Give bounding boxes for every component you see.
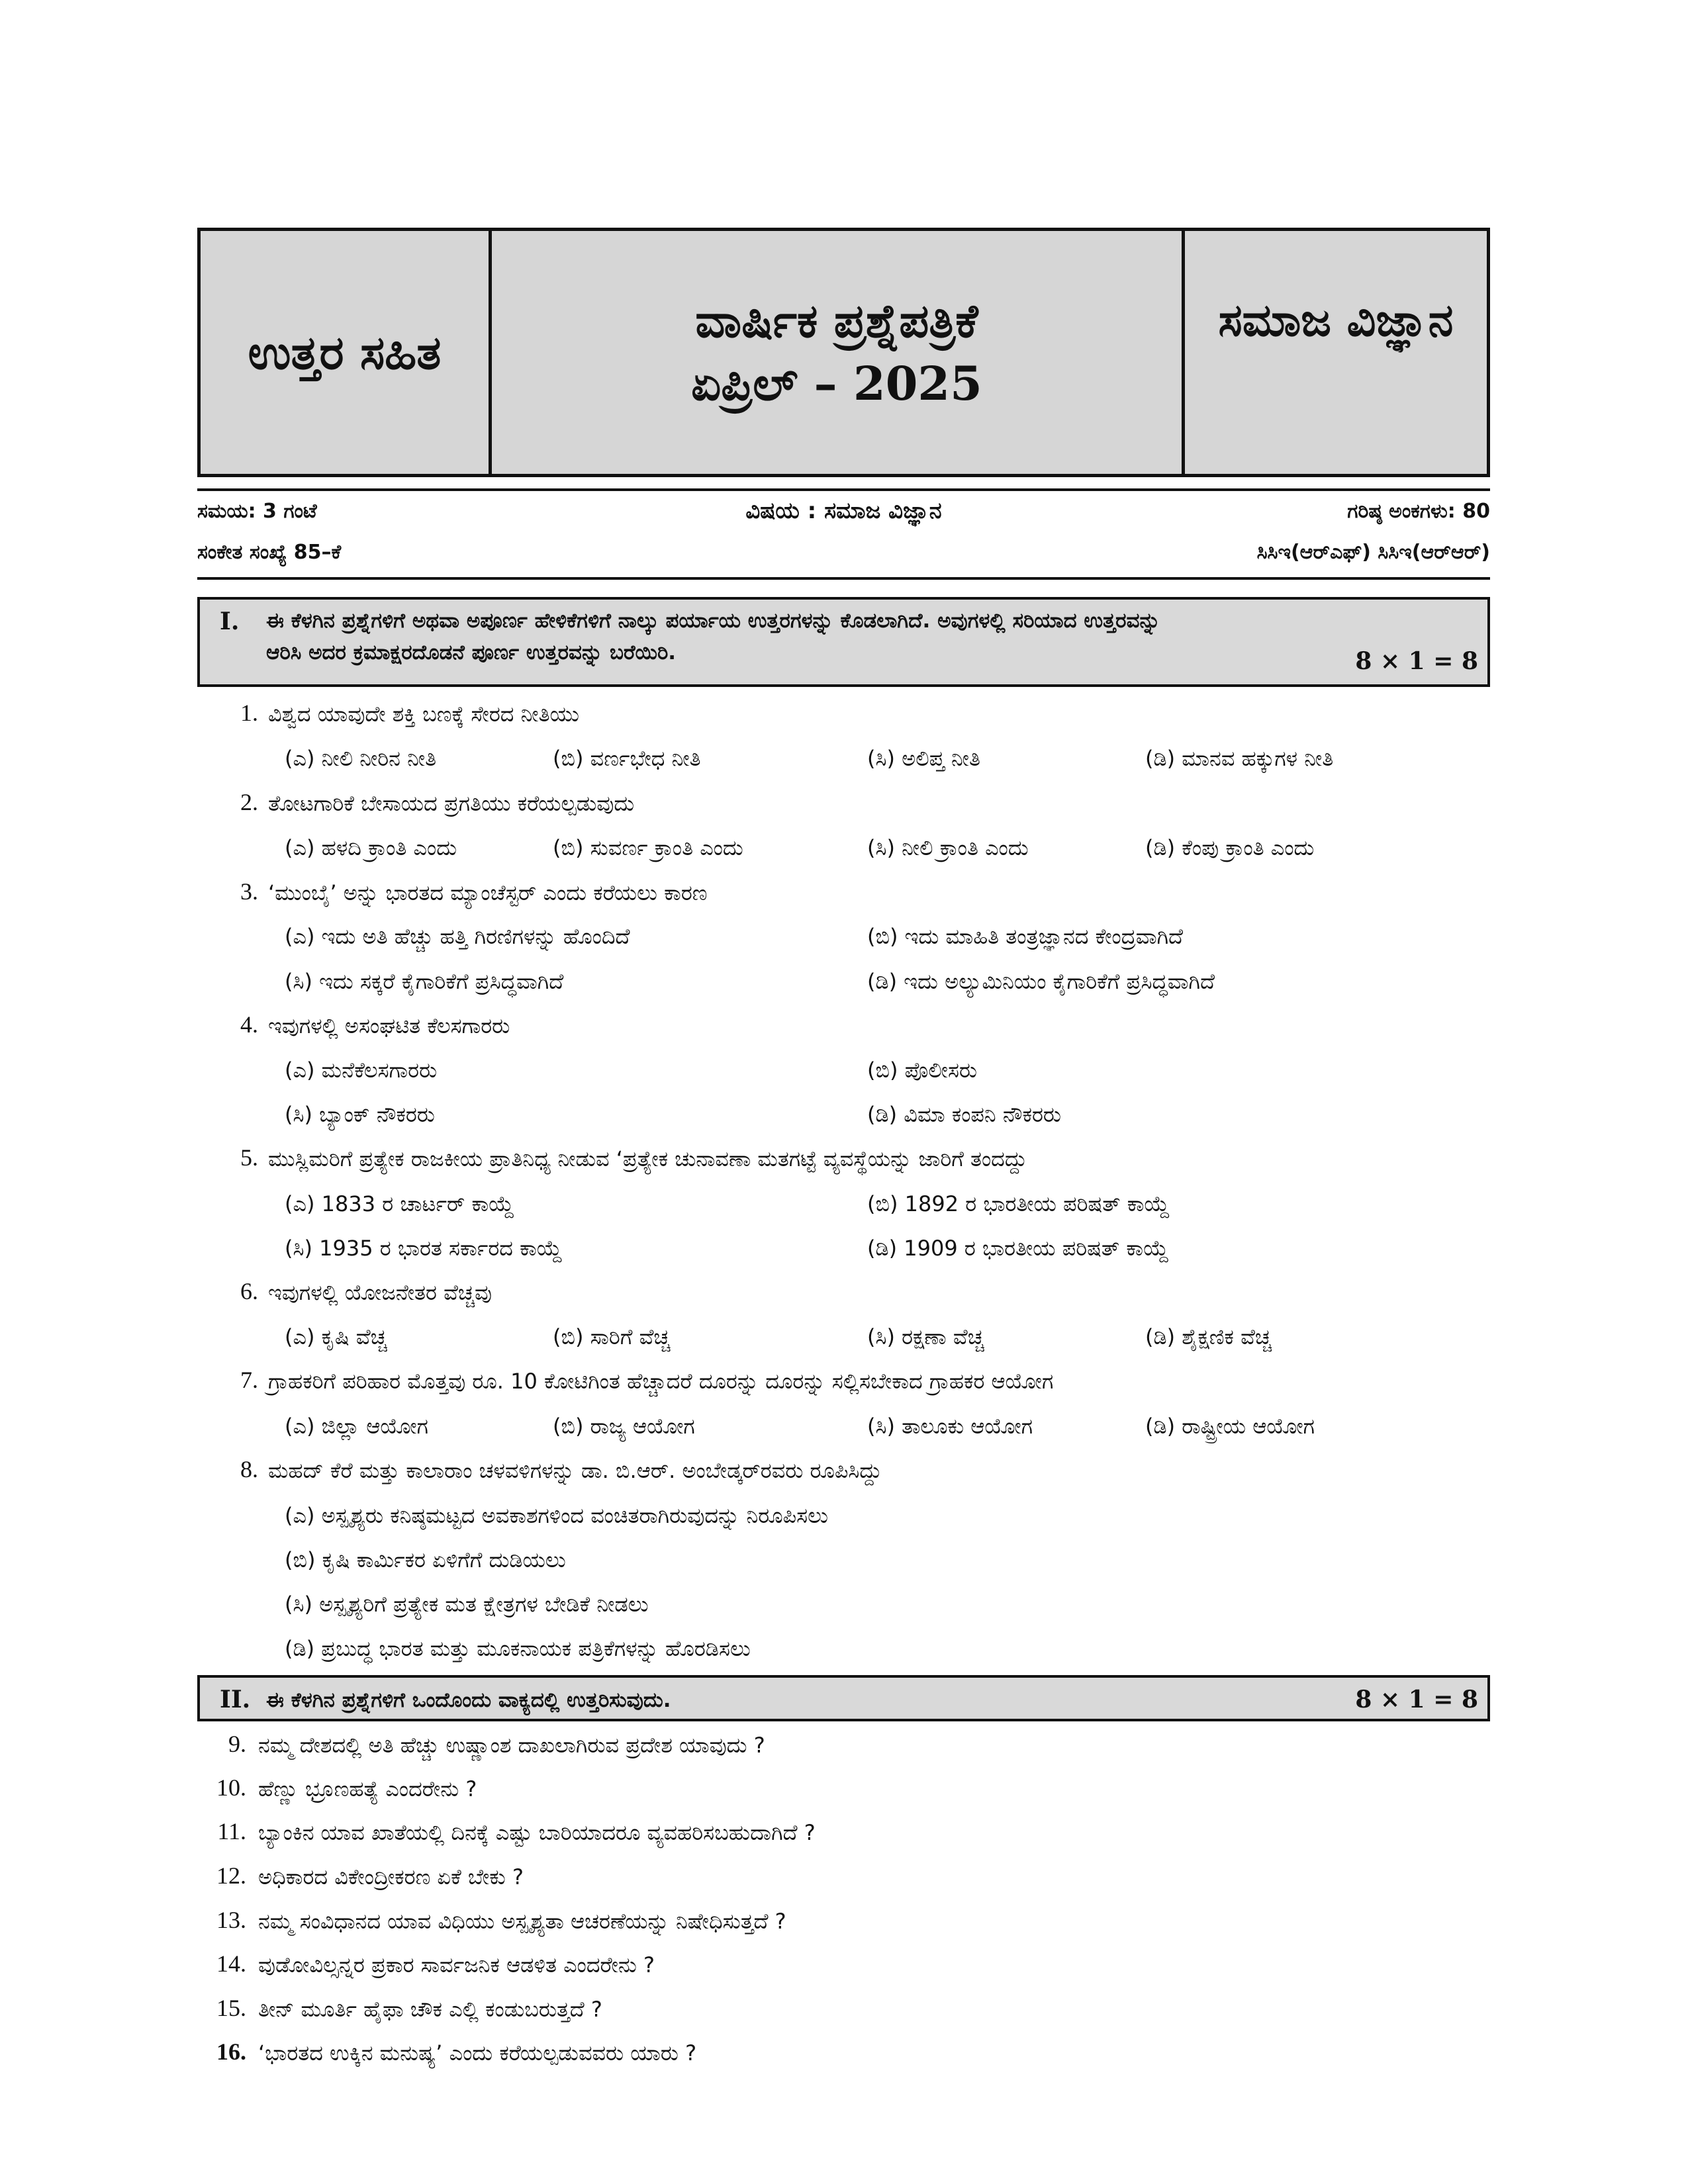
answer-option: (ಬಿ) ಪೊಲೀಸರು [867, 1058, 978, 1083]
header-divider [197, 488, 1490, 491]
question-number: 4. [240, 1011, 258, 1038]
title-box [197, 228, 1490, 477]
question-text: ಮುಸ್ಲಿಮರಿಗೆ ಪ್ರತ್ಯೇಕ ರಾಜಕೀಯ ಪ್ರಾತಿನಿಧ್ಯ ನೀಡುವ ‘ಪ್ರತ್ಯೇಕ ಚುನಾವಣಾ ಮತಗಟ್ಟೆ ವ್ಯವಸ್ಥೆಯನ್ನು ಜಾರಿಗೆ ತಂದದ್ದು [268, 1146, 1027, 1171]
question-number: 7. [240, 1367, 258, 1393]
question-text: ಇವುಗಳಲ್ಲಿ ಅಸಂಘಟಿತ ಕೆಲಸಗಾರರು [268, 1013, 510, 1038]
question-text: ಗ್ರಾಹಕರಿಗೆ ಪರಿಹಾರ ಮೊತ್ತವು ರೂ. 10 ಕೋಟಿಗಿಂತ ಹೆಚ್ಚಾದರೆ ದೂರನ್ನು ದೂರನ್ನು ಸಲ್ಲಿಸಬೇಕಾದ ಗ್ರಾಹಕರ ಆಯೋಗ [268, 1369, 1054, 1394]
question-text: ತೀನ್ ಮೂರ್ತಿ ಹೈಫಾ ಚೌಕ ಎಲ್ಲಿ ಕಂಡುಬರುತ್ತದೆ ? [258, 1997, 602, 2022]
answer-option: (ಎ) ಜಿಲ್ಲಾ ಆಯೋಗ [285, 1414, 428, 1439]
answer-option: (ಡಿ) ಇದು ಅಲ್ಯುಮಿನಿಯಂ ಕೈಗಾರಿಕೆಗೆ ಪ್ರಸಿದ್ಧವಾಗಿದೆ [867, 969, 1215, 994]
question-number: 8. [240, 1456, 258, 1482]
question-text: ವುಡೋವಿಲ್ಸನ್ನರ ಪ್ರಕಾರ ಸಾರ್ವಜನಿಕ ಆಡಳಿತ ಎಂದರೇನು ? [258, 1952, 655, 1978]
answer-option: (ಬಿ) ಸುವರ್ಣ ಕ್ರಾಂತಿ ಎಂದು [553, 835, 743, 860]
question-text: ಹೆಣ್ಣು ಭ್ರೂಣಹತ್ಯೆ ಎಂದರೇನು ? [258, 1776, 477, 1801]
answer-option: (ಸಿ) ಅಸ್ಪೃಶ್ಯರಿಗೆ ಪ್ರತ್ಯೇಕ ಮತ ಕ್ಷೇತ್ರಗಳ ಬೇಡಿಕೆ ನೀಡಲು [285, 1592, 649, 1617]
question-text: ಬ್ಯಾಂಕಿನ ಯಾವ ಖಾತೆಯಲ್ಲಿ ದಿನಕ್ಕೆ ಎಷ್ಟು ಬಾರಿಯಾದರೂ ವ್ಯವಹರಿಸಬಹುದಾಗಿದೆ ? [258, 1820, 816, 1845]
section-1-number: I. [220, 608, 240, 635]
answer-option: (ಬಿ) ಇದು ಮಾಹಿತಿ ತಂತ್ರಜ್ಞಾನದ ಕೇಂದ್ರವಾಗಿದೆ [867, 924, 1184, 949]
answer-option: (ಬಿ) ಸಾರಿಗೆ ವೆಚ್ಚ [553, 1324, 671, 1349]
time-info: ಸಮಯ: 3 ಗಂಟೆ [197, 499, 317, 523]
question-number: 13. [216, 1907, 246, 1933]
exam-title [492, 231, 1185, 474]
subject-info: ವಿಷಯ : ಸಮಾಜ ವಿಜ್ಞಾನ [745, 498, 942, 524]
answer-option: (ಎ) 1833 ರ ಚಾರ್ಟರ್ ಕಾಯ್ದೆ [285, 1191, 514, 1216]
answer-option: (ಎ) ಇದು ಅತಿ ಹೆಚ್ಚು ಹತ್ತಿ ಗಿರಣಿಗಳನ್ನು ಹೊಂದಿದೆ [285, 924, 630, 949]
answer-option: (ಬಿ) 1892 ರ ಭಾರತೀಯ ಪರಿಷತ್ ಕಾಯ್ದೆ [867, 1191, 1170, 1216]
answer-option: (ಸಿ) ತಾಲೂಕು ಆಯೋಗ [867, 1414, 1033, 1439]
answer-option: (ಡಿ) ಕೆಂಪು ಕ್ರಾಂತಿ ಎಂದು [1145, 835, 1315, 860]
answer-option: (ಸಿ) ಅಲಿಪ್ತ ನೀತಿ [867, 746, 980, 771]
question-number: 14. [216, 1950, 246, 1977]
answer-option: (ಬಿ) ರಾಜ್ಯ ಆಯೋಗ [553, 1414, 695, 1439]
max-marks-info: ಗರಿಷ್ಠ ಅಂಕಗಳು: 80 [1347, 499, 1490, 523]
question-text: ವಿಶ್ವದ ಯಾವುದೇ ಶಕ್ತಿ ಬಣಕ್ಕೆ ಸೇರದ ನೀತಿಯು [268, 702, 580, 727]
answer-option: (ಎ) ನೀಲಿ ನೀರಿನ ನೀತಿ [285, 746, 437, 771]
answer-option: (ಎ) ಮನೆಕೆಲಸಗಾರರು [285, 1058, 438, 1083]
meta-row-2 [197, 537, 1490, 567]
answer-option: (ಎ) ಕೃಷಿ ವೆಚ್ಚ [285, 1324, 387, 1349]
question-number: 5. [240, 1144, 258, 1171]
question-text: ಇವುಗಳಲ್ಲಿ ಯೋಜನೇತರ ವೆಚ್ಚವು [268, 1280, 492, 1305]
answer-option: (ಡಿ) ವಿಮಾ ಕಂಪನಿ ನೌಕರರು [867, 1102, 1062, 1127]
question-number: 3. [240, 878, 258, 905]
question-text: ನಮ್ಮ ದೇಶದಲ್ಲಿ ಅತಿ ಹೆಚ್ಚು ಉಷ್ಣಾಂಶ ದಾಖಲಾಗಿರುವ ಪ್ರದೇಶ ಯಾವುದು ? [258, 1733, 765, 1758]
answer-option: (ಡಿ) ರಾಷ್ಟ್ರೀಯ ಆಯೋಗ [1145, 1414, 1315, 1439]
question-text: ಮಹದ್ ಕೆರೆ ಮತ್ತು ಕಾಲಾರಾಂ ಚಳವಳಿಗಳನ್ನು ಡಾ. ಬಿ.ಆರ್. ಅಂಬೇಡ್ಕರ್‌ರವರು ರೂಪಿಸಿದ್ದು [268, 1458, 882, 1483]
question-number: 12. [216, 1862, 246, 1889]
answer-option: (ಎ) ಹಳದಿ ಕ್ರಾಂತಿ ಎಂದು [285, 835, 457, 860]
exam-title-line2: ಏಪ್ರಿಲ್ – 2025 [691, 355, 982, 411]
answer-option: (ಡಿ) 1909 ರ ಭಾರತೀಯ ಪರಿಷತ್ ಕಾಯ್ದೆ [867, 1236, 1169, 1261]
section-2-marks: 8 × 1 = 8 [1355, 1686, 1478, 1713]
subject-title: ಸಮಾಜ ವಿಜ್ಞಾನ [1185, 231, 1487, 474]
question-number: 1. [240, 700, 258, 726]
section-1-instruction-line1: ಈ ಕೆಳಗಿನ ಪ್ರಶ್ನೆಗಳಿಗೆ ಅಥವಾ ಅಪೂರ್ಣ ಹೇಳಿಕೆಗಳಿಗೆ ನಾಲ್ಕು ಪರ್ಯಾಯ ಉತ್ತರಗಳನ್ನು ಕೊಡಲಾಗಿದೆ. ಅವುಗಳಲ್ಲಿ ಸರಿಯಾದ ಉತ್ತರವನ್ನು [266, 609, 1160, 633]
section-2-instruction: ಈ ಕೆಳಗಿನ ಪ್ರಶ್ನೆಗಳಿಗೆ ಒಂದೊಂದು ವಾಕ್ಯದಲ್ಲಿ ಉತ್ತರಿಸುವುದು. [266, 1688, 671, 1712]
question-text: ತೋಟಗಾರಿಕೆ ಬೇಸಾಯದ ಪ್ರಗತಿಯು ಕರೆಯಲ್ಪಡುವುದು [268, 791, 635, 816]
question-number: 10. [216, 1774, 246, 1801]
question-text: ನಮ್ಮ ಸಂವಿಧಾನದ ಯಾವ ವಿಧಿಯು ಅಸ್ಪೃಶ್ಯತಾ ಆಚರಣೆಯನ್ನು ನಿಷೇಧಿಸುತ್ತದೆ ? [258, 1909, 786, 1934]
meta-divider [197, 577, 1490, 580]
question-number: 6. [240, 1278, 258, 1304]
answer-option: (ಸಿ) ಇದು ಸಕ್ಕರೆ ಕೈಗಾರಿಕೆಗೆ ಪ್ರಸಿದ್ಧವಾಗಿದೆ [285, 969, 564, 994]
question-number: 2. [240, 789, 258, 815]
section-2-number: II. [220, 1686, 251, 1713]
answer-included-label: ಉತ್ತರ ಸಹಿತ [201, 231, 492, 474]
answer-option: (ಡಿ) ಮಾನವ ಹಕ್ಕುಗಳ ನೀತಿ [1145, 746, 1334, 771]
code-info: ಸಂಕೇತ ಸಂಖ್ಯೆ 85–ಕೆ [197, 540, 342, 564]
question-text: ‘ಮುಂಬೈ’ ಅನ್ನು ಭಾರತದ ಮ್ಯಾಂಚೆಸ್ಟರ್ ಎಂದು ಕರೆಯಲು ಕಾರಣ [268, 880, 708, 905]
answer-option: (ಎ) ಅಸ್ಪೃಶ್ಯರು ಕನಿಷ್ಠಮಟ್ಟದ ಅವಕಾಶಗಳಿಂದ ವಂಚಿತರಾಗಿರುವುದನ್ನು ನಿರೂಪಿಸಲು [285, 1503, 829, 1528]
answer-option: (ಸಿ) 1935 ರ ಭಾರತ ಸರ್ಕಾರದ ಕಾಯ್ದೆ [285, 1236, 563, 1261]
question-number: 15. [216, 1995, 246, 2021]
question-number: 9. [228, 1731, 246, 1757]
answer-option: (ಸಿ) ಬ್ಯಾಂಕ್ ನೌಕರರು [285, 1102, 435, 1127]
question-text: ಅಧಿಕಾರದ ವಿಕೇಂದ್ರೀಕರಣ ಏಕೆ ಬೇಕು ? [258, 1864, 524, 1889]
answer-option: (ಬಿ) ವರ್ಣಭೇಧ ನೀತಿ [553, 746, 701, 771]
section-1-header [197, 597, 1490, 687]
meta-row-1 [197, 496, 1490, 525]
question-number: 11. [217, 1818, 246, 1844]
answer-option: (ಸಿ) ರಕ್ಷಣಾ ವೆಚ್ಚ [867, 1324, 984, 1349]
answer-option: (ಡಿ) ಶೈಕ್ಷಣಿಕ ವೆಚ್ಚ [1145, 1324, 1272, 1349]
exam-type-info: ಸಿಸಿಇ(ಆರ್‌ಎಫ್) ಸಿಸಿಇ(ಆರ್‌ಆರ್) [1256, 540, 1490, 564]
section-1-instruction-line2: ಆರಿಸಿ ಅದರ ಕ್ರಮಾಕ್ಷರದೊಡನೆ ಪೂರ್ಣ ಉತ್ತರವನ್ನು ಬರೆಯಿರಿ. [266, 641, 677, 664]
exam-title-line1: ವಾರ್ಷಿಕ ಪ್ರಶ್ನೆಪತ್ರಿಕೆ [695, 293, 978, 348]
answer-option: (ಡಿ) ಪ್ರಬುದ್ಧ ಭಾರತ ಮತ್ತು ಮೂಕನಾಯಕ ಪತ್ರಿಕೆಗಳನ್ನು ಹೊರಡಿಸಲು [285, 1636, 751, 1661]
question-number: 16. [216, 2038, 246, 2065]
answer-option: (ಬಿ) ಕೃಷಿ ಕಾರ್ಮಿಕರ ಏಳಿಗೆಗೆ ದುಡಿಯಲು [285, 1547, 566, 1572]
section-1-marks: 8 × 1 = 8 [1355, 647, 1478, 675]
answer-option: (ಸಿ) ನೀಲಿ ಕ್ರಾಂತಿ ಎಂದು [867, 835, 1029, 860]
section-2-header [197, 1675, 1490, 1721]
question-text: ‘ಭಾರತದ ಉಕ್ಕಿನ ಮನುಷ್ಯ’ ಎಂದು ಕರೆಯಲ್ಪಡುವವರು ಯಾರು ? [258, 2040, 697, 2066]
